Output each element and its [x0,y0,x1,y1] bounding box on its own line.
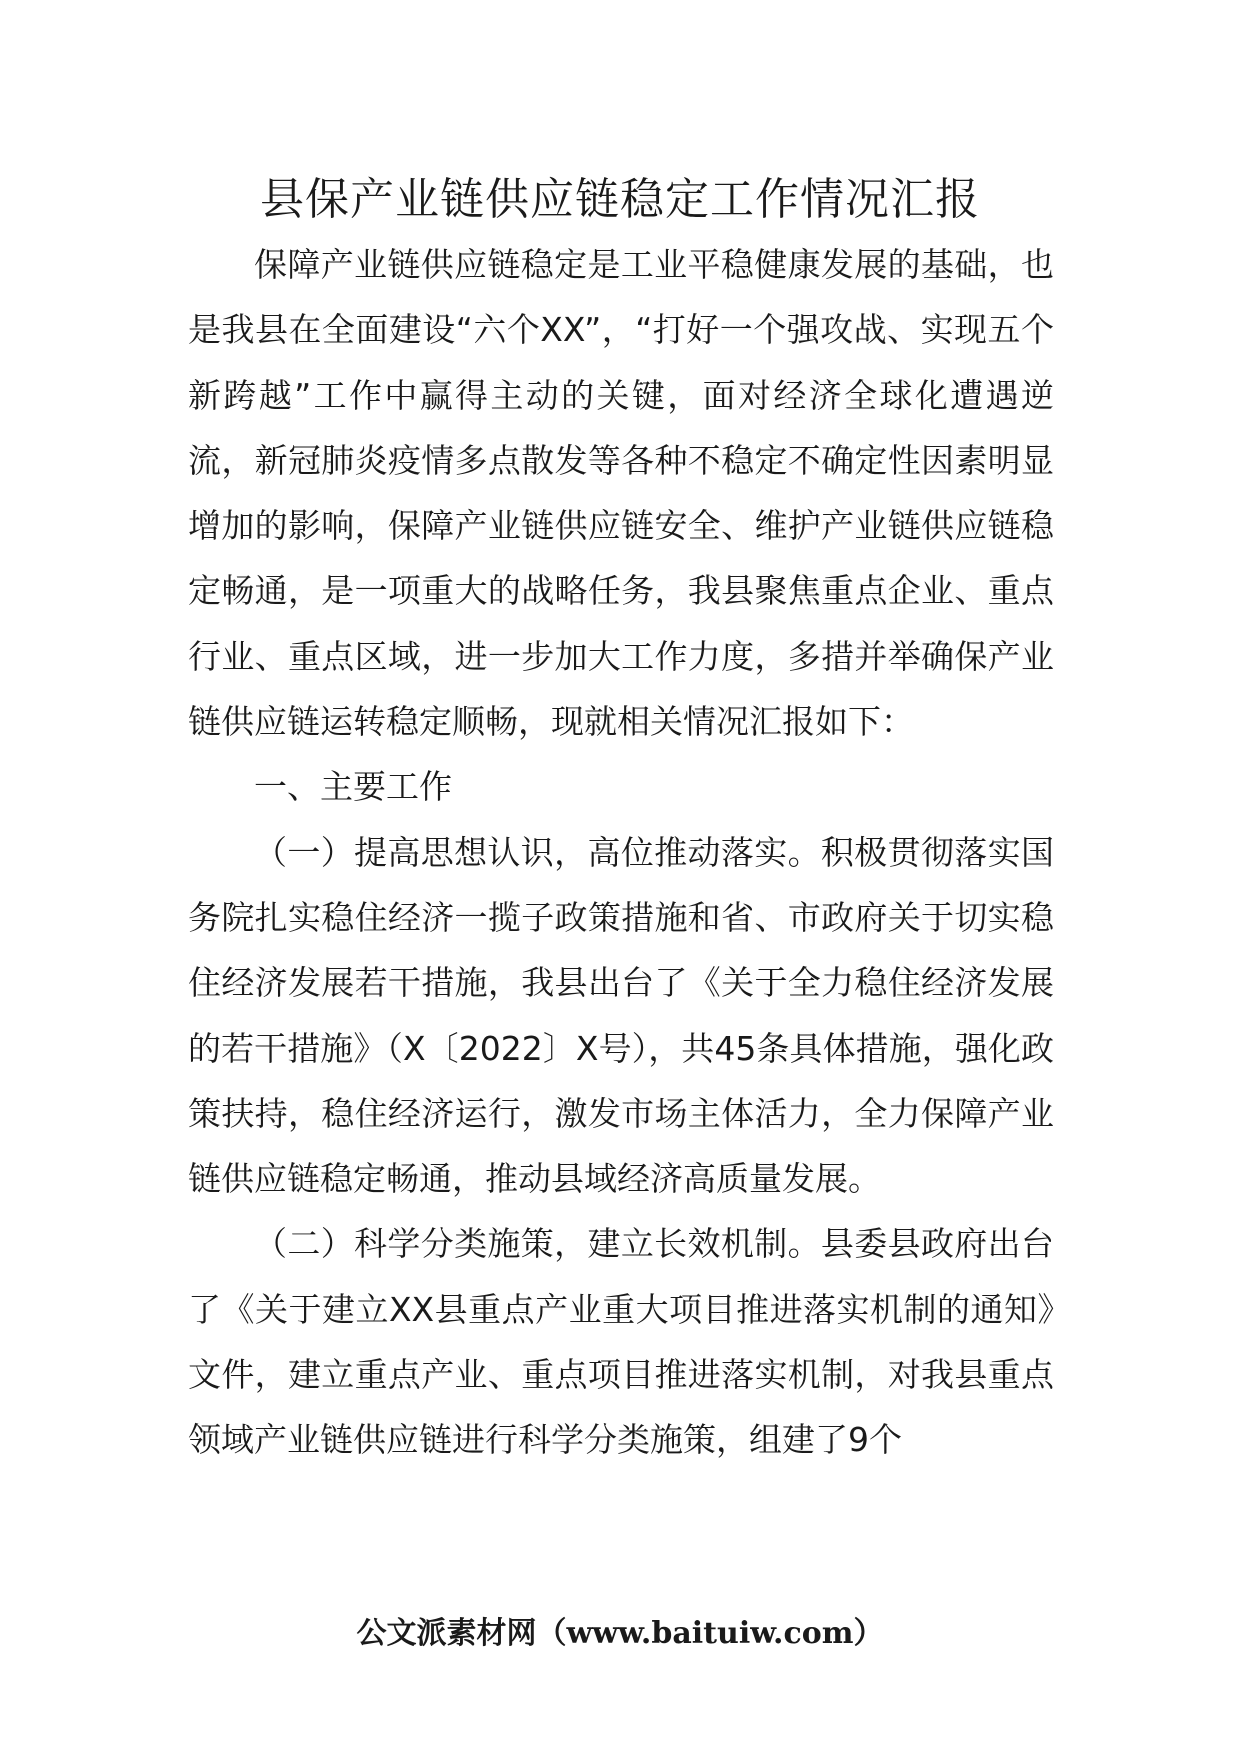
paragraph-item-1: （一）提高思想认识，高位推动落实。积极贯彻落实国务院扎实稳住经济一揽子政策措施和省、市政府关于切实稳住经济发展若干措施，我县出台了《关于全力稳住经济发展的若干措施》（X〔2022〕X号），共45条具体措施，强化政策扶持，稳住经济运行，激发市场主体活力，全力保障产业链供应链稳定畅通，推动县域经济高质量发展。 [188,832,1054,1199]
paragraph-intro: 保障产业链供应链稳定是工业平稳健康发展的基础，也是我县在全面建设“六个XX”，“打好一个强攻战、实现五个新跨越”工作中赢得主动的关键，面对经济全球化遭遇逆流，新冠肺炎疫情多点散发等各种不稳定不确定性因素明显增加的影响，保障产业链供应链安全、维护产业链供应链稳定畅通，是一项重大的战略任务，我县聚焦重点企业、重点行业、重点区域，进一步加大工作力度，多措并举确保产业链供应链运转稳定顺畅，现就相关情况汇报如下： [188,245,1054,742]
footer-watermark: 公文派素材网（www.baituiw.com） [356,1616,884,1651]
document-body [188,232,1054,1473]
section-heading-main-work: 一、主要工作 [254,767,452,807]
paragraph-item-2: （二）科学分类施策，建立长效机制。县委县政府出台了《关于建立XX县重点产业重大项目推进落实机制的通知》文件，建立重点产业、重点项目推进落实机制，对我县重点领域产业链供应链进行科学分类施策，组建了9个 [188,1224,1054,1460]
document-title: 县保产业链供应链稳定工作情况汇报 [260,174,980,225]
